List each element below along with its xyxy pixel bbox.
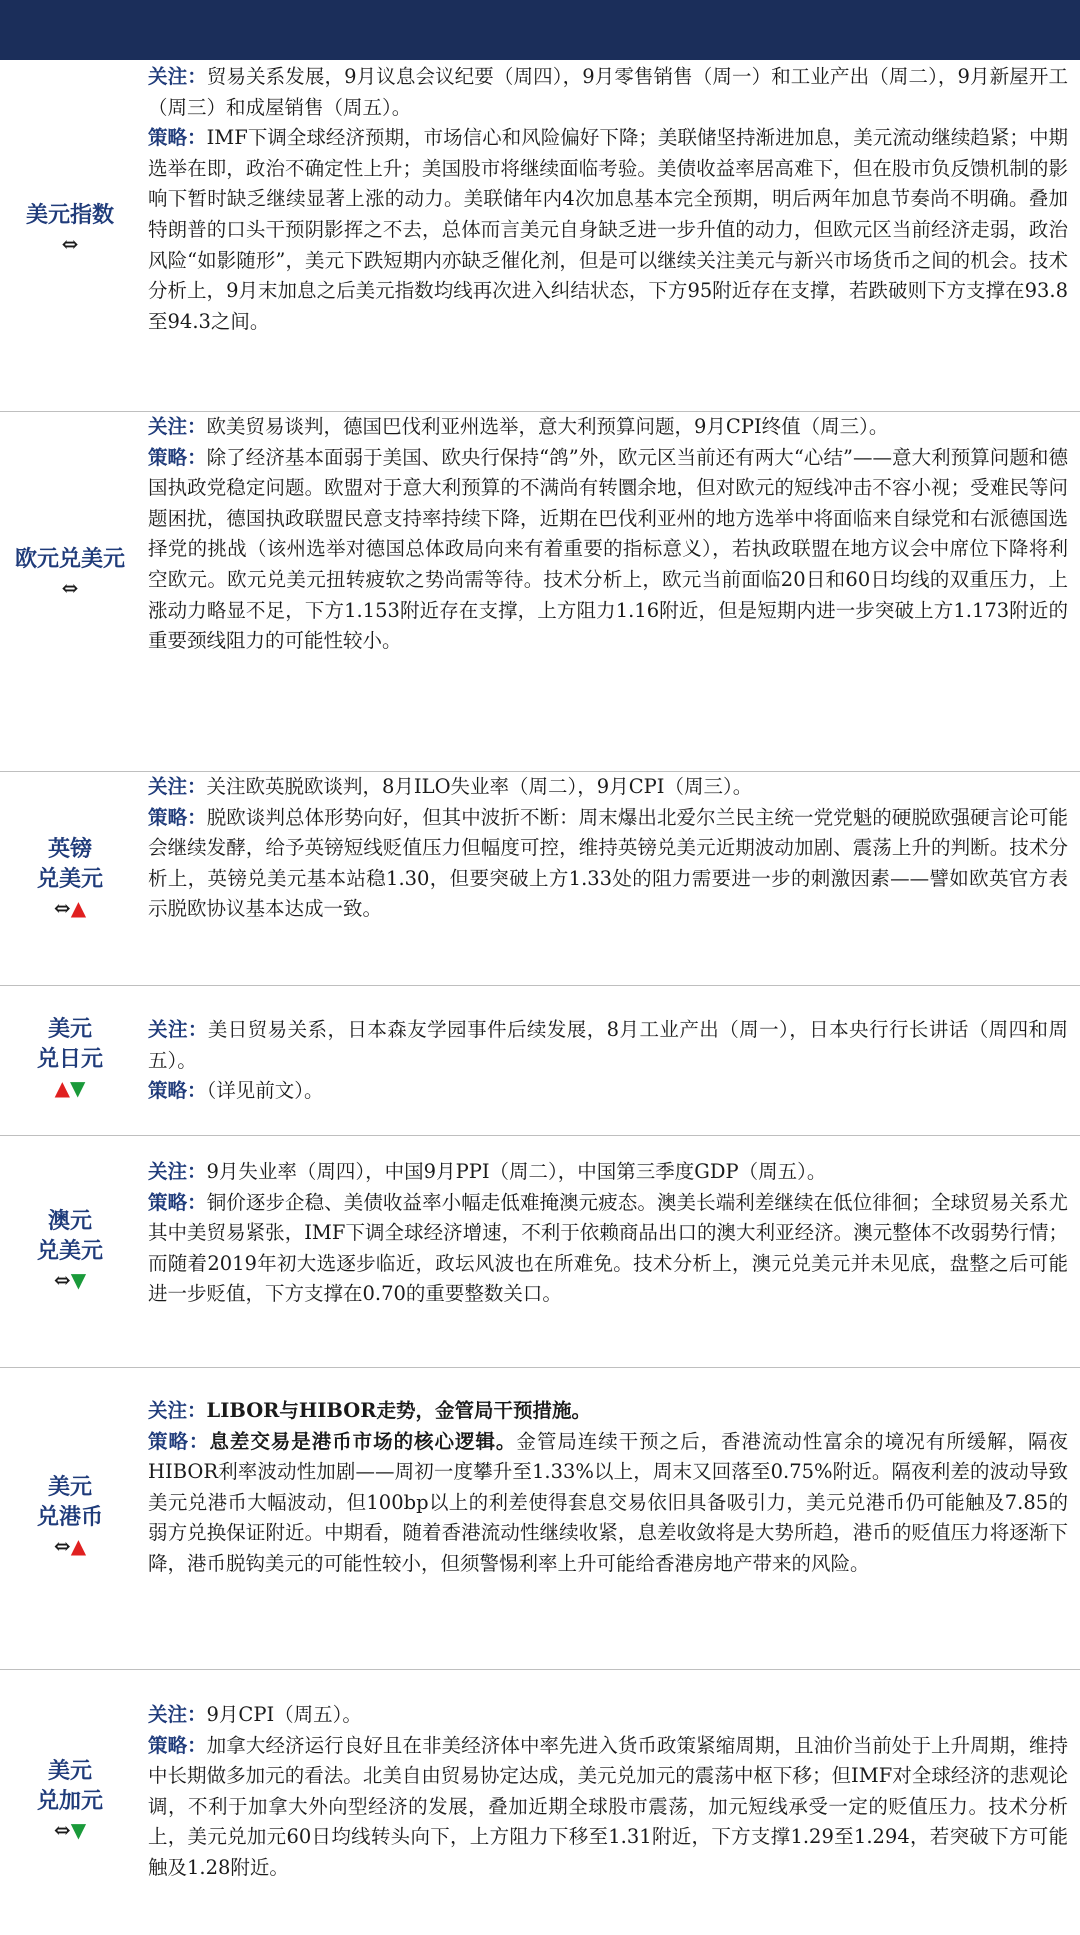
- currency-name-line2: 兑加元: [36, 1788, 103, 1814]
- section-content: [148, 1396, 1068, 1580]
- focus-text: 关注欧英脱欧谈判，8月ILO失业率（周二），9月CPI（周三）。: [206, 775, 753, 798]
- neutral-arrow-icon: ⇔: [53, 1818, 71, 1842]
- focus-label: 关注：: [148, 1399, 207, 1422]
- section-content: [148, 1700, 1068, 1884]
- down-triangle-icon: ▼: [70, 1076, 86, 1100]
- focus-label: 关注：: [148, 65, 207, 88]
- currency-name: 美元指数: [25, 202, 114, 228]
- currency-label: [0, 200, 140, 258]
- strategy-label: 策略：: [148, 1079, 207, 1103]
- trend-indicator: [0, 1074, 140, 1102]
- section-content: [148, 1157, 1068, 1310]
- up-triangle-icon: ▲: [70, 1534, 87, 1558]
- neutral-arrow-icon: ⇔: [53, 1268, 71, 1292]
- currency-name-line1: 英镑: [47, 836, 92, 862]
- strategy-label: 策略：: [148, 1733, 207, 1757]
- section-usd-cad: [0, 1670, 1080, 1935]
- focus-text: LIBOR与HIBOR走势，金管局干预措施。: [206, 1399, 591, 1422]
- header-bar: [0, 0, 1080, 60]
- currency-label: [0, 1014, 140, 1102]
- strategy-text: 金管局连续干预之后，香港流动性富余的境况有所缓解，隔夜HIBOR利率波动性加剧——周初一度攀升至1.33%以上，周末又回落至0.75%附近。隔夜利差的波动导致美元兑港币大幅波动，但100bp以上的利差使得套息交易依旧具备吸引力，美元兑港币仍可能触及7.85的弱方兑换保证附近。中期看，随着香港流动性继续收紧，息差收敛将是大势所趋，港币的贬值压力将逐渐下降，港币脱钩美元的可能性较小，但须警惕利率上升可能给香港房地产带来的风险。: [148, 1429, 1068, 1575]
- section-content: [148, 412, 1068, 657]
- down-triangle-icon: ▼: [70, 1268, 87, 1292]
- trend-indicator: [0, 894, 140, 922]
- strategy-text: 除了经济基本面弱于美国、欧央行保持“鸽”外，欧元区当前还有两大“心结”——意大利预算问题和德国执政党稳定问题。欧盟对于意大利预算的不满尚有转圜余地，但对欧元的短线冲击不容小视；受难民等问题困扰，德国执政联盟民意支持率持续下降，近期在巴伐利亚州的地方选举中将面临来自绿党和右派德国选择党的挑战（该州选举对德国总体政局向来有着重要的指标意义），若执政联盟在地方议会中席位下降将利空欧元。欧元兑美元扭转疲软之势尚需等待。技术分析上，欧元当前面临20日和60日均线的双重压力，上涨动力略显不足，下方1.153附近存在支撑，上方阻力1.16附近，但是短期内进一步突破上方1.173附近的重要颈线阻力的可能性较小。: [148, 445, 1068, 653]
- neutral-arrow-icon: ⇔: [53, 1534, 71, 1558]
- neutral-arrow-icon: ⇔: [53, 896, 71, 920]
- down-triangle-icon: ▼: [70, 1818, 87, 1842]
- focus-text: 9月失业率（周四），中国9月PPI（周二），中国第三季度GDP（周五）。: [206, 1160, 827, 1183]
- strategy-text: （详见前文）。: [206, 1079, 324, 1103]
- trend-indicator: [0, 1816, 140, 1844]
- strategy-text: 加拿大经济运行良好且在非美经济体中率先进入货币政策紧缩周期，且油价当前处于上升周期，维持中长期做多加元的看法。北美自由贸易协定达成，美元兑加元的震荡中枢下移；但IMF对全球经济的悲观论调，不利于加拿大外向型经济的发展，叠加近期全球股市震荡，加元短线承受一定的贬值压力。技术分析上，美元兑加元60日均线转头向下，上方阻力下移至1.31附近，下方支撑1.29至1.294，若突破下方可能触及1.28附近。: [148, 1733, 1068, 1879]
- currency-label: [0, 1472, 140, 1560]
- section-content: [148, 62, 1068, 337]
- strategy-label: 策略：: [148, 805, 207, 829]
- currency-name-line2: 兑日元: [36, 1046, 103, 1072]
- currency-name-line2: 兑港币: [36, 1504, 103, 1530]
- focus-label: 关注：: [148, 775, 207, 798]
- currency-name-line1: 澳元: [47, 1208, 92, 1234]
- currency-label: [0, 1756, 140, 1844]
- focus-label: 关注：: [148, 1160, 207, 1183]
- strategy-text: 铜价逐步企稳、美债收益率小幅走低难掩澳元疲态。澳美长端利差继续在低位徘徊；全球贸易关系尤其中美贸易紧张，IMF下调全球经济增速，不利于依赖商品出口的澳大利亚经济。澳元整体不改弱势行情；而随着2019年初大选逐步临近，政坛风波也在所难免。技术分析上，澳元兑美元并未见底，盘整之后可能进一步贬值，下方支撑在0.70的重要整数关口。: [148, 1190, 1068, 1306]
- section-usd-hkd: [0, 1368, 1080, 1670]
- currency-label: [0, 834, 140, 922]
- neutral-arrow-icon: ⇔: [61, 232, 79, 256]
- section-aud-usd: [0, 1136, 1080, 1368]
- up-triangle-icon: ▲: [70, 896, 87, 920]
- strategy-text: 脱欧谈判总体形势向好，但其中波折不断：周末爆出北爱尔兰民主统一党党魁的硬脱欧强硬言论可能会继续发酵，给予英镑短线贬值压力但幅度可控，维持英镑兑美元近期波动加剧、震荡上升的判断。技术分析上，英镑兑美元基本站稳1.30，但要突破上方1.33处的阻力需要进一步的刺激因素——譬如欧英官方表示脱欧协议基本达成一致。: [148, 805, 1068, 921]
- section-eur-usd: [0, 412, 1080, 772]
- section-gbp-usd: [0, 772, 1080, 986]
- focus-text: 美日贸易关系，日本森友学园事件后续发展，8月工业产出（周一），日本央行行长讲话（周四和周五）。: [148, 1018, 1068, 1072]
- trend-indicator: [0, 1266, 140, 1294]
- focus-label: 关注：: [148, 1703, 207, 1726]
- section-content: [148, 772, 1068, 925]
- strategy-label: 策略：: [148, 1429, 210, 1453]
- focus-label: 关注：: [148, 1018, 208, 1041]
- currency-name-line1: 美元: [47, 1016, 92, 1042]
- currency-name: 欧元兑美元: [14, 546, 125, 572]
- focus-text: 贸易关系发展，9月议息会议纪要（周四），9月零售销售（周一）和工业产出（周二），9月新屋开工（周三）和成屋销售（周五）。: [148, 65, 1068, 119]
- currency-name-line2: 兑美元: [36, 866, 103, 892]
- currency-name-line1: 美元: [47, 1758, 92, 1784]
- neutral-arrow-icon: ⇔: [61, 576, 79, 600]
- currency-label: [12, 544, 128, 602]
- strategy-lead: 息差交易是港币市场的核心逻辑。: [209, 1429, 517, 1453]
- strategy-label: 策略：: [148, 126, 207, 150]
- section-usd-index: [0, 60, 1080, 412]
- currency-name-line2: 兑美元: [36, 1238, 103, 1264]
- strategy-label: 策略：: [148, 1190, 207, 1214]
- strategy-label: 策略：: [148, 445, 207, 469]
- strategy-text: IMF下调全球经济预期，市场信心和风险偏好下降；美联储坚持渐进加息，美元流动继续趋紧；中期选举在即，政治不确定性上升；美国股市将继续面临考验。美债收益率居高难下，但在股市负反馈机制的影响下暂时缺乏继续显著上涨的动力。美联储年内4次加息基本完全预期，明后两年加息节奏尚不明确。叠加特朗普的口头干预阴影挥之不去，总体而言美元自身缺乏进一步升值的动力，但欧元区当前经济走弱，政治风险“如影随形”，美元下跌短期内亦缺乏催化剂，但是可以继续关注美元与新兴市场货币之间的机会。技术分析上，9月末加息之后美元指数均线再次进入纠结状态，下方95附近存在支撑，若跌破则下方支撑在93.8至94.3之间。: [148, 126, 1068, 333]
- trend-indicator: [0, 1532, 140, 1560]
- section-content: [148, 1015, 1068, 1107]
- currency-label: [0, 1206, 140, 1294]
- currency-name-line1: 美元: [47, 1474, 92, 1500]
- focus-text: 欧美贸易谈判，德国巴伐利亚州选举，意大利预算问题，9月CPI终值（周三）。: [206, 415, 889, 438]
- section-usd-jpy: [0, 986, 1080, 1136]
- focus-label: 关注：: [148, 415, 207, 438]
- up-triangle-icon: ▲: [54, 1076, 70, 1100]
- focus-text: 9月CPI（周五）。: [206, 1703, 362, 1726]
